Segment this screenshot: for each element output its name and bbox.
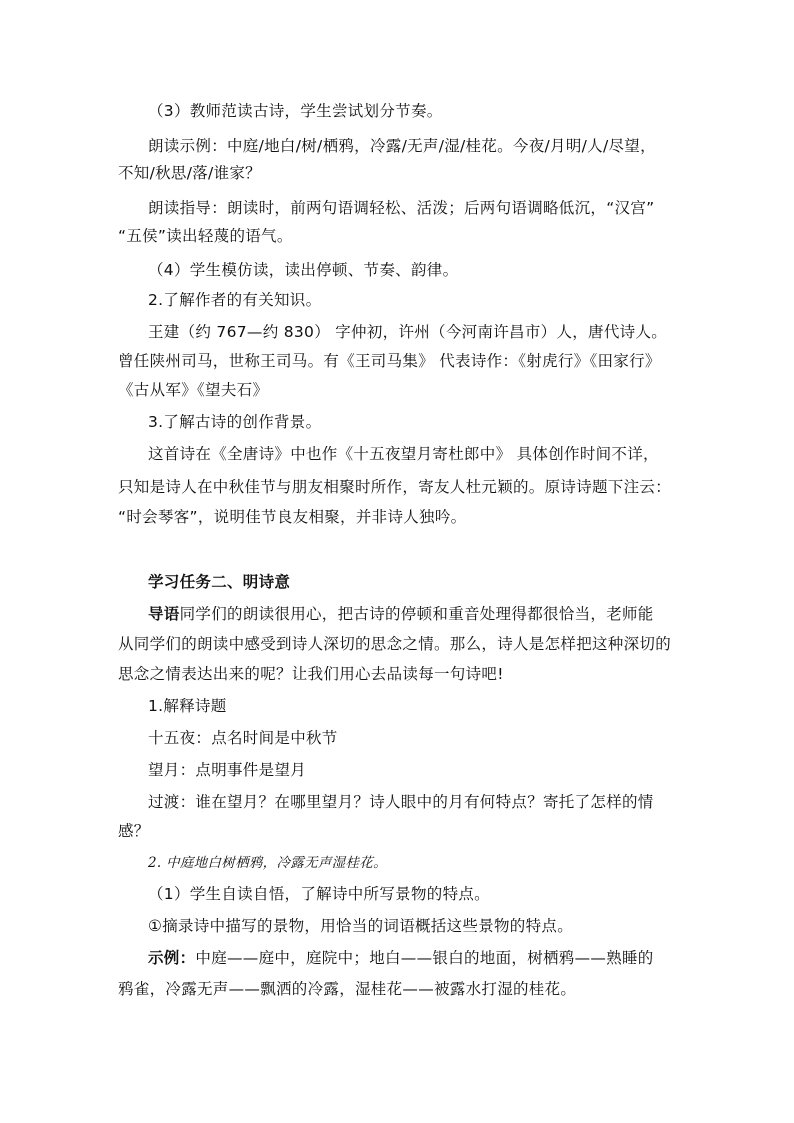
section-heading: 学习任务二、明诗意 [148,573,291,591]
lead-label: 导语 [148,605,180,623]
example-label: 示例： [148,949,196,967]
text-line: “时会琴客”，说明佳节良友相聚，并非诗人独吟。 [118,508,467,526]
text-line: 十五夜：点名时间是中秋节 [148,729,338,747]
text-line: 不知/秋思/落/谁家？ [118,164,261,182]
text-line: 朗读指导：朗读时，前两句语调轻松、活泼；后两句语调略低沉，“汉宫” [148,199,655,217]
text-line: （1）学生自读自悟，了解诗中所写景物的特点。 [148,885,490,903]
text-line: 《古从军》《望夫石》 [118,381,269,399]
text-line: 朗读示例：中庭/地白/树/栖鸦，冷露/无声/湿/桂花。今夜/月明/人/尽望， [148,137,656,155]
text-line: （4）学生模仿读，读出停顿、节奏、韵律。 [148,261,459,279]
text-line: 3.了解古诗的创作背景。 [148,413,322,431]
text-line: 王建（约 767—约 830） 字仲初，许州（今河南许昌市）人，唐代诗人。 [148,323,668,341]
text-line: 导语同学们的朗读很用心，把古诗的停顿和重音处理得都很恰当，老师能 [148,605,654,623]
text-line: （3）教师范读古诗，学生尝试划分节奏。 [148,102,443,120]
text-line: 1.解释诗题 [148,697,227,715]
text-line: 2.了解作者的有关知识。 [148,291,322,309]
text-line: 这首诗在《全唐诗》中也作《十五夜望月寄杜郎中》 具体创作时间不详， [148,445,659,463]
text-line: 只知是诗人在中秋佳节与朋友相聚时所作，寄友人杜元颖的。原诗诗题下注云： [118,478,672,496]
text-line: ①摘录诗中描写的景物，用恰当的词语概括这些景物的特点。 [148,917,573,935]
text-line: 曾任陕州司马，世称王司马。有《王司马集》 代表诗作：《射虎行》《田家行》 [118,352,661,370]
text-line: 思念之情表达出来的呢？让我们用心去品读每一句诗吧! [118,665,504,683]
text-line: 从同学们的朗读中感受到诗人深切的思念之情。那么，诗人是怎样把这种深切的 [118,635,672,653]
poem-line: 2. 中庭地白树栖鸦，冷露无声湿桂花。 [148,855,387,871]
text-line: 示例：中庭——庭中，庭院中；地白——银白的地面，树栖鸦——熟睡的 [148,949,654,967]
text-line: 过渡：谁在望月？在哪里望月？诗人眼中的月有何特点？寄托了怎样的情 [148,793,654,811]
text-line: 望月：点明事件是望月 [148,761,307,779]
text-line: 鸦雀，冷露无声——飘洒的冷露，湿桂花——被露水打湿的桂花。 [118,980,577,998]
text-line: 感？ [118,822,150,840]
text-line: “五侯”读出轻蔑的语气。 [118,227,293,245]
